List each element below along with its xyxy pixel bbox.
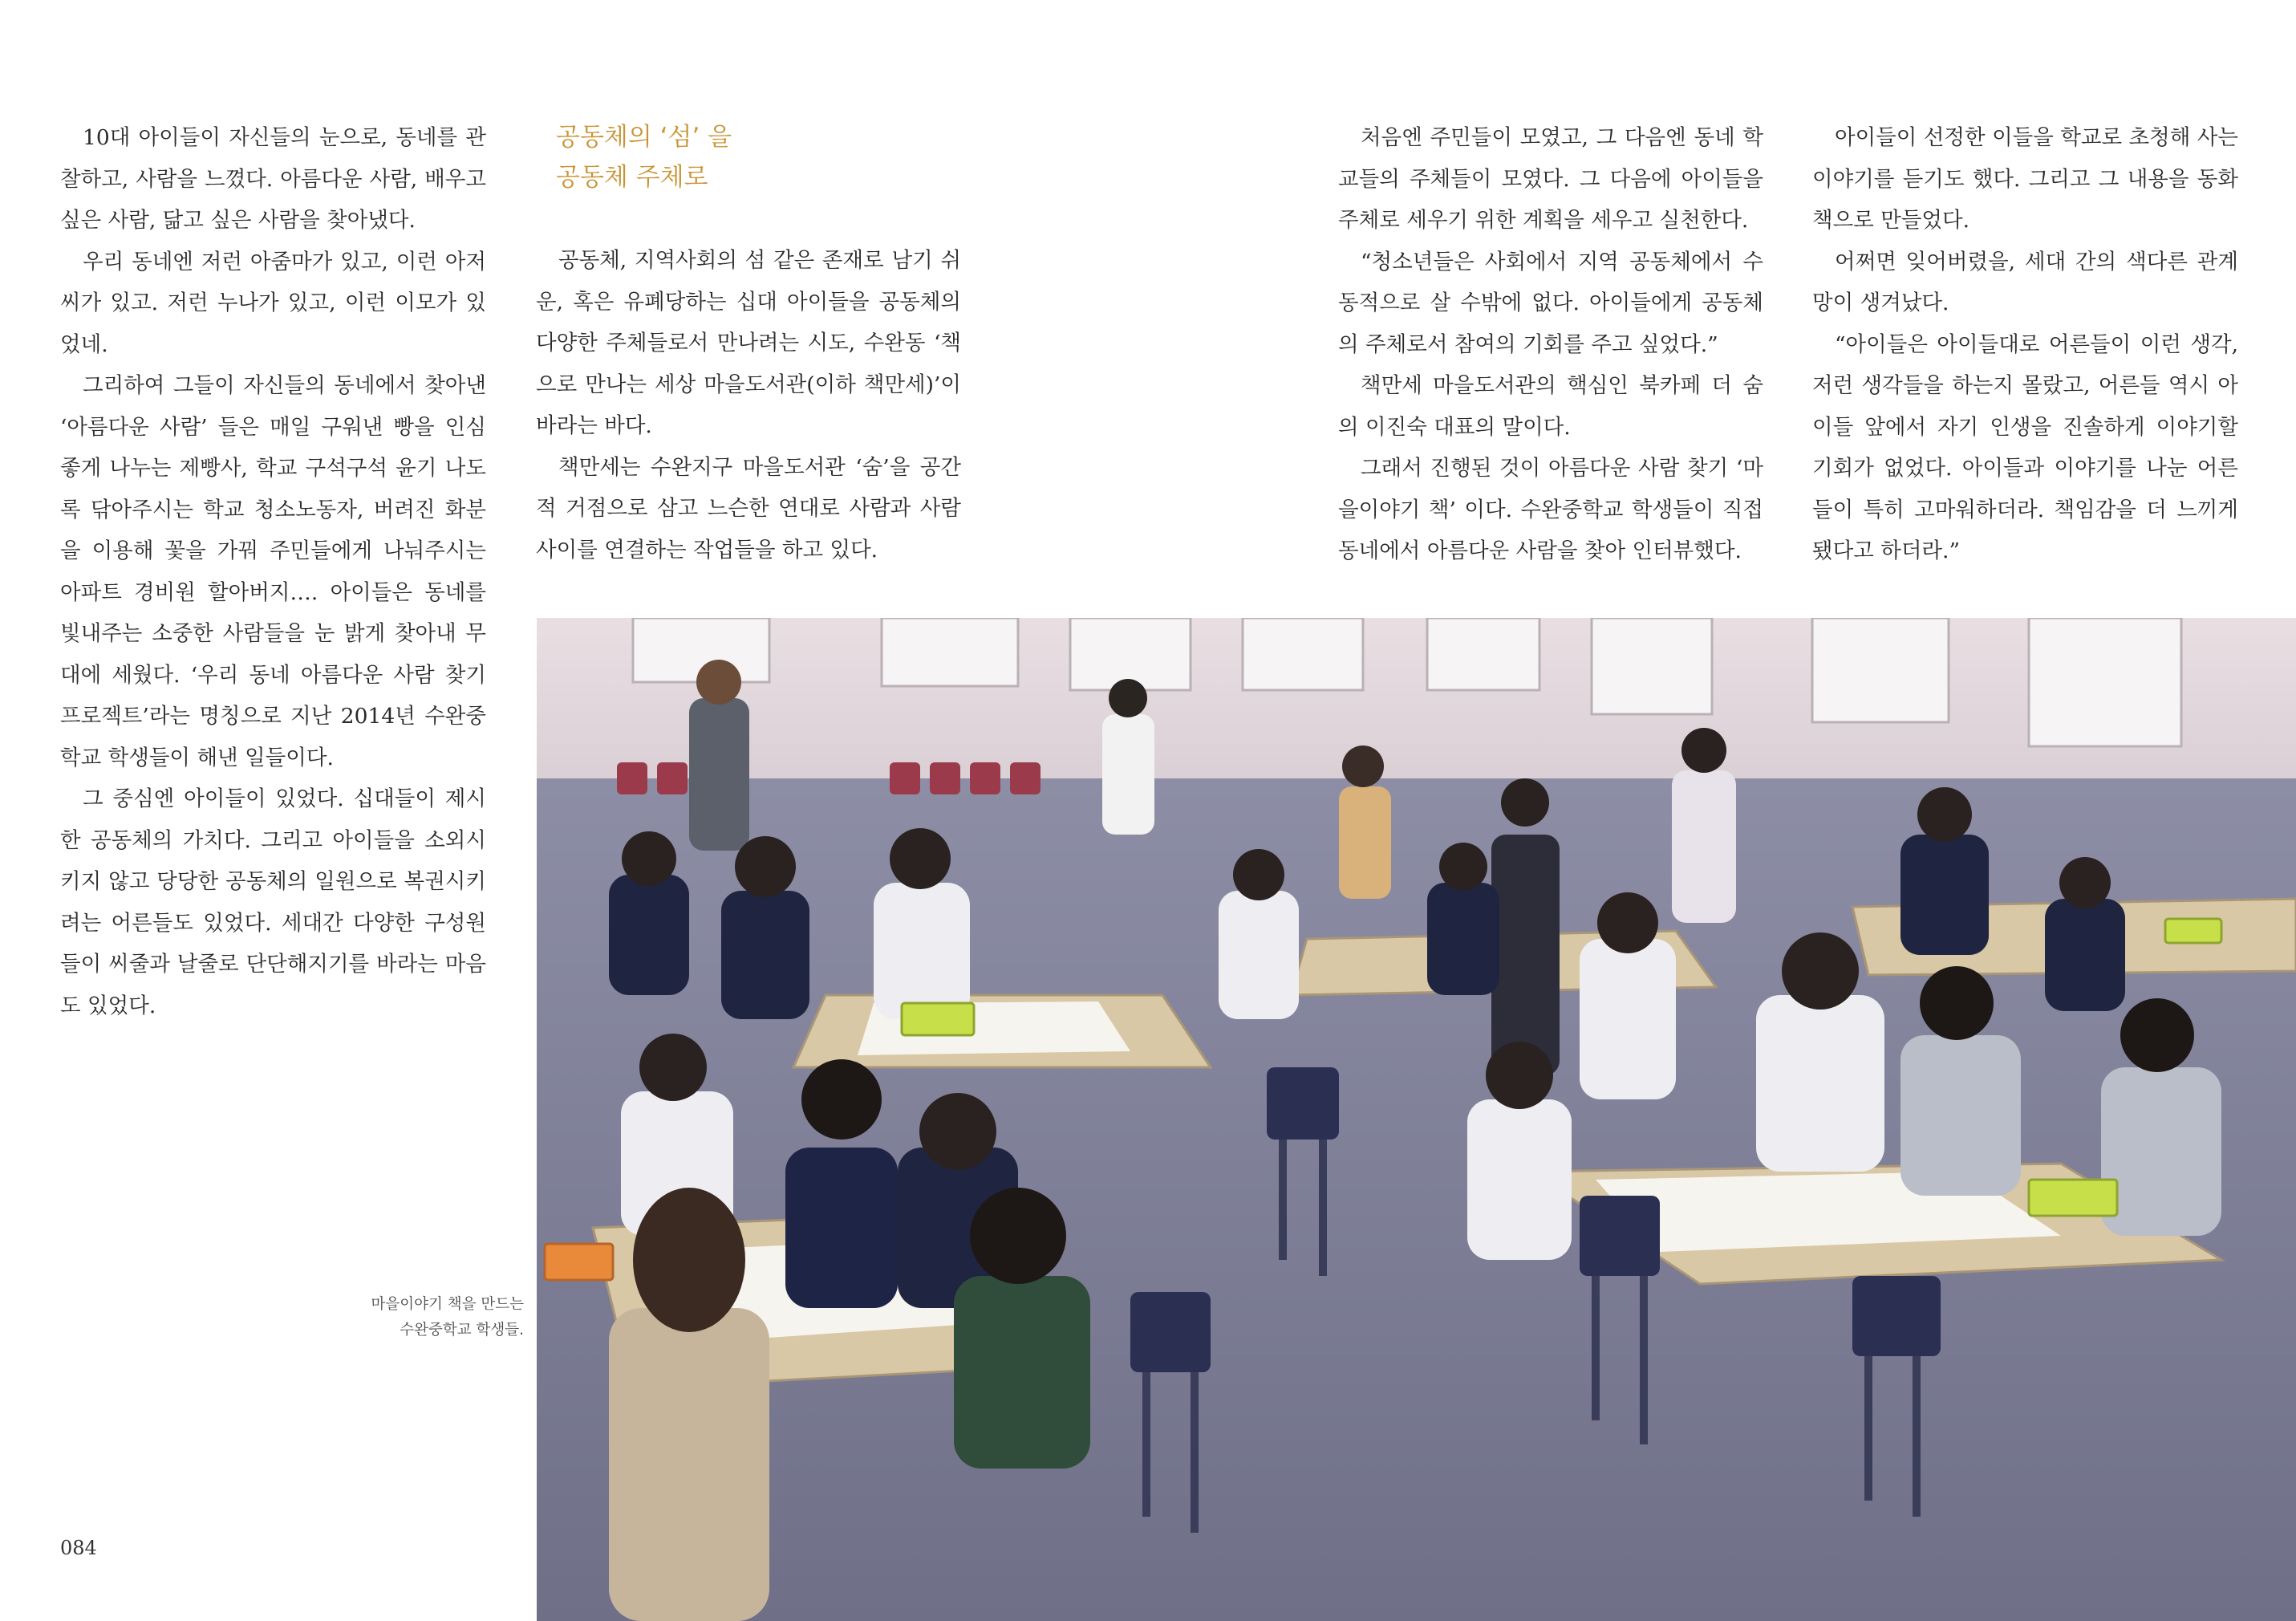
paragraph: 우리 동네엔 저런 아줌마가 있고, 이런 아저씨가 있고. 저런 누나가 있고, 이런 이모가 있었네. <box>60 249 486 357</box>
photo-caption-line-1: 마을이야기 책을 만드는 <box>371 1296 524 1313</box>
body-column-1 <box>60 117 486 1026</box>
paragraph: “아이들은 아이들대로 어른들이 이런 생각, 저런 생각들을 하는지 몰랐고, 어른들 역시 아이들 앞에서 자기 인생을 진솔하게 이야기할 기회가 없었다. 아이들과 이야기를 나눈 어른들이 특히 고마워하더라. 책임감을 더 느끼게 됐다고 하더라.” <box>1812 331 2238 563</box>
paragraph: 10대 아이들이 자신들의 눈으로, 동네를 관찰하고, 사람을 느꼈다. 아름다운 사람, 배우고 싶은 사람, 닮고 싶은 사람을 찾아냈다. <box>60 125 486 233</box>
paragraph: 아이들이 선정한 이들을 학교로 초청해 사는 이야기를 듣기도 했다. 그리고 그 내용을 동화책으로 만들었다. <box>1812 125 2238 233</box>
paragraph: 책만세 마을도서관의 핵심인 북카페 더 숨의 이진숙 대표의 말이다. <box>1338 373 1763 440</box>
section-heading-line-1: 공동체의 ‘섬’ 을 <box>556 123 732 152</box>
classroom-photo <box>537 618 2296 1621</box>
page-number: 084 <box>60 1537 97 1559</box>
paragraph: 공동체, 지역사회의 섬 같은 존재로 남기 쉬운, 혹은 유폐당하는 십대 아이들을 공동체의 다양한 주체들로서 만나려는 시도, 수완동 ‘책으로 만나는 세상 마을도서관(이하 책만세)’이 바라는 바다. <box>536 248 961 438</box>
photo-caption-line-2: 수완중학교 학생들. <box>400 1322 524 1339</box>
section-heading <box>536 117 961 197</box>
body-column-2 <box>536 117 961 571</box>
paragraph: 어쩌면 잊어버렸을, 세대 간의 색다른 관계망이 생겨났다. <box>1812 249 2238 315</box>
body-column-3 <box>1338 117 1763 572</box>
section-heading-line-2: 공동체 주체로 <box>556 163 708 192</box>
paragraph: 그 중심엔 아이들이 있었다. 십대들이 제시한 공동체의 가치다. 그리고 아이들을 소외시키지 않고 당당한 공동체의 일원으로 복권시키려는 어른들도 있었다. 세대간 다양한 구성원들이 씨줄과 날줄로 단단해지기를 바라는 마음도 있었다. <box>60 786 486 1018</box>
paragraph: 책만세는 수완지구 마을도서관 ‘숨’을 공간적 거점으로 삼고 느슨한 연대로 사람과 사람 사이를 연결하는 작업들을 하고 있다. <box>536 454 961 563</box>
paragraph: 처음엔 주민들이 모였고, 그 다음엔 동네 학교들의 주체들이 모였다. 그 다음에 아이들을 주체로 세우기 위한 계획을 세우고 실천한다. <box>1338 125 1763 233</box>
paragraph: 그래서 진행된 것이 아름다운 사람 찾기 ‘마을이야기 책’ 이다. 수완중학교 학생들이 직접 동네에서 아름다운 사람을 찾아 인터뷰했다. <box>1338 456 1763 563</box>
photo-caption <box>235 1292 524 1343</box>
body-column-4 <box>1812 117 2238 572</box>
paragraph: 그리하여 그들이 자신들의 동네에서 찾아낸 ‘아름다운 사람’ 들은 매일 구워낸 빵을 인심 좋게 나누는 제빵사, 학교 구석구석 윤기 나도록 닦아주시는 학교 청소노동자, 버려진 화분을 이용해 꽃을 가꿔 주민들에게 나눠주시는 아파트 경비원 할아버지…. 아이들은 동네를 빛내주는 소중한 사람들을 눈 밝게 찾아내 무대에 세웠다. ‘우리 동네 아름다운 사람 찾기 프로젝트’라는 명칭으로 지난 2014년 수완중학교 학생들이 해낸 일들이다. <box>60 373 486 770</box>
classroom-photo-illustration <box>537 618 2296 1621</box>
paragraph: “청소년들은 사회에서 지역 공동체에서 수동적으로 살 수밖에 없다. 아이들에게 공동체의 주체로서 참여의 기회를 주고 싶었다.” <box>1338 249 1763 357</box>
